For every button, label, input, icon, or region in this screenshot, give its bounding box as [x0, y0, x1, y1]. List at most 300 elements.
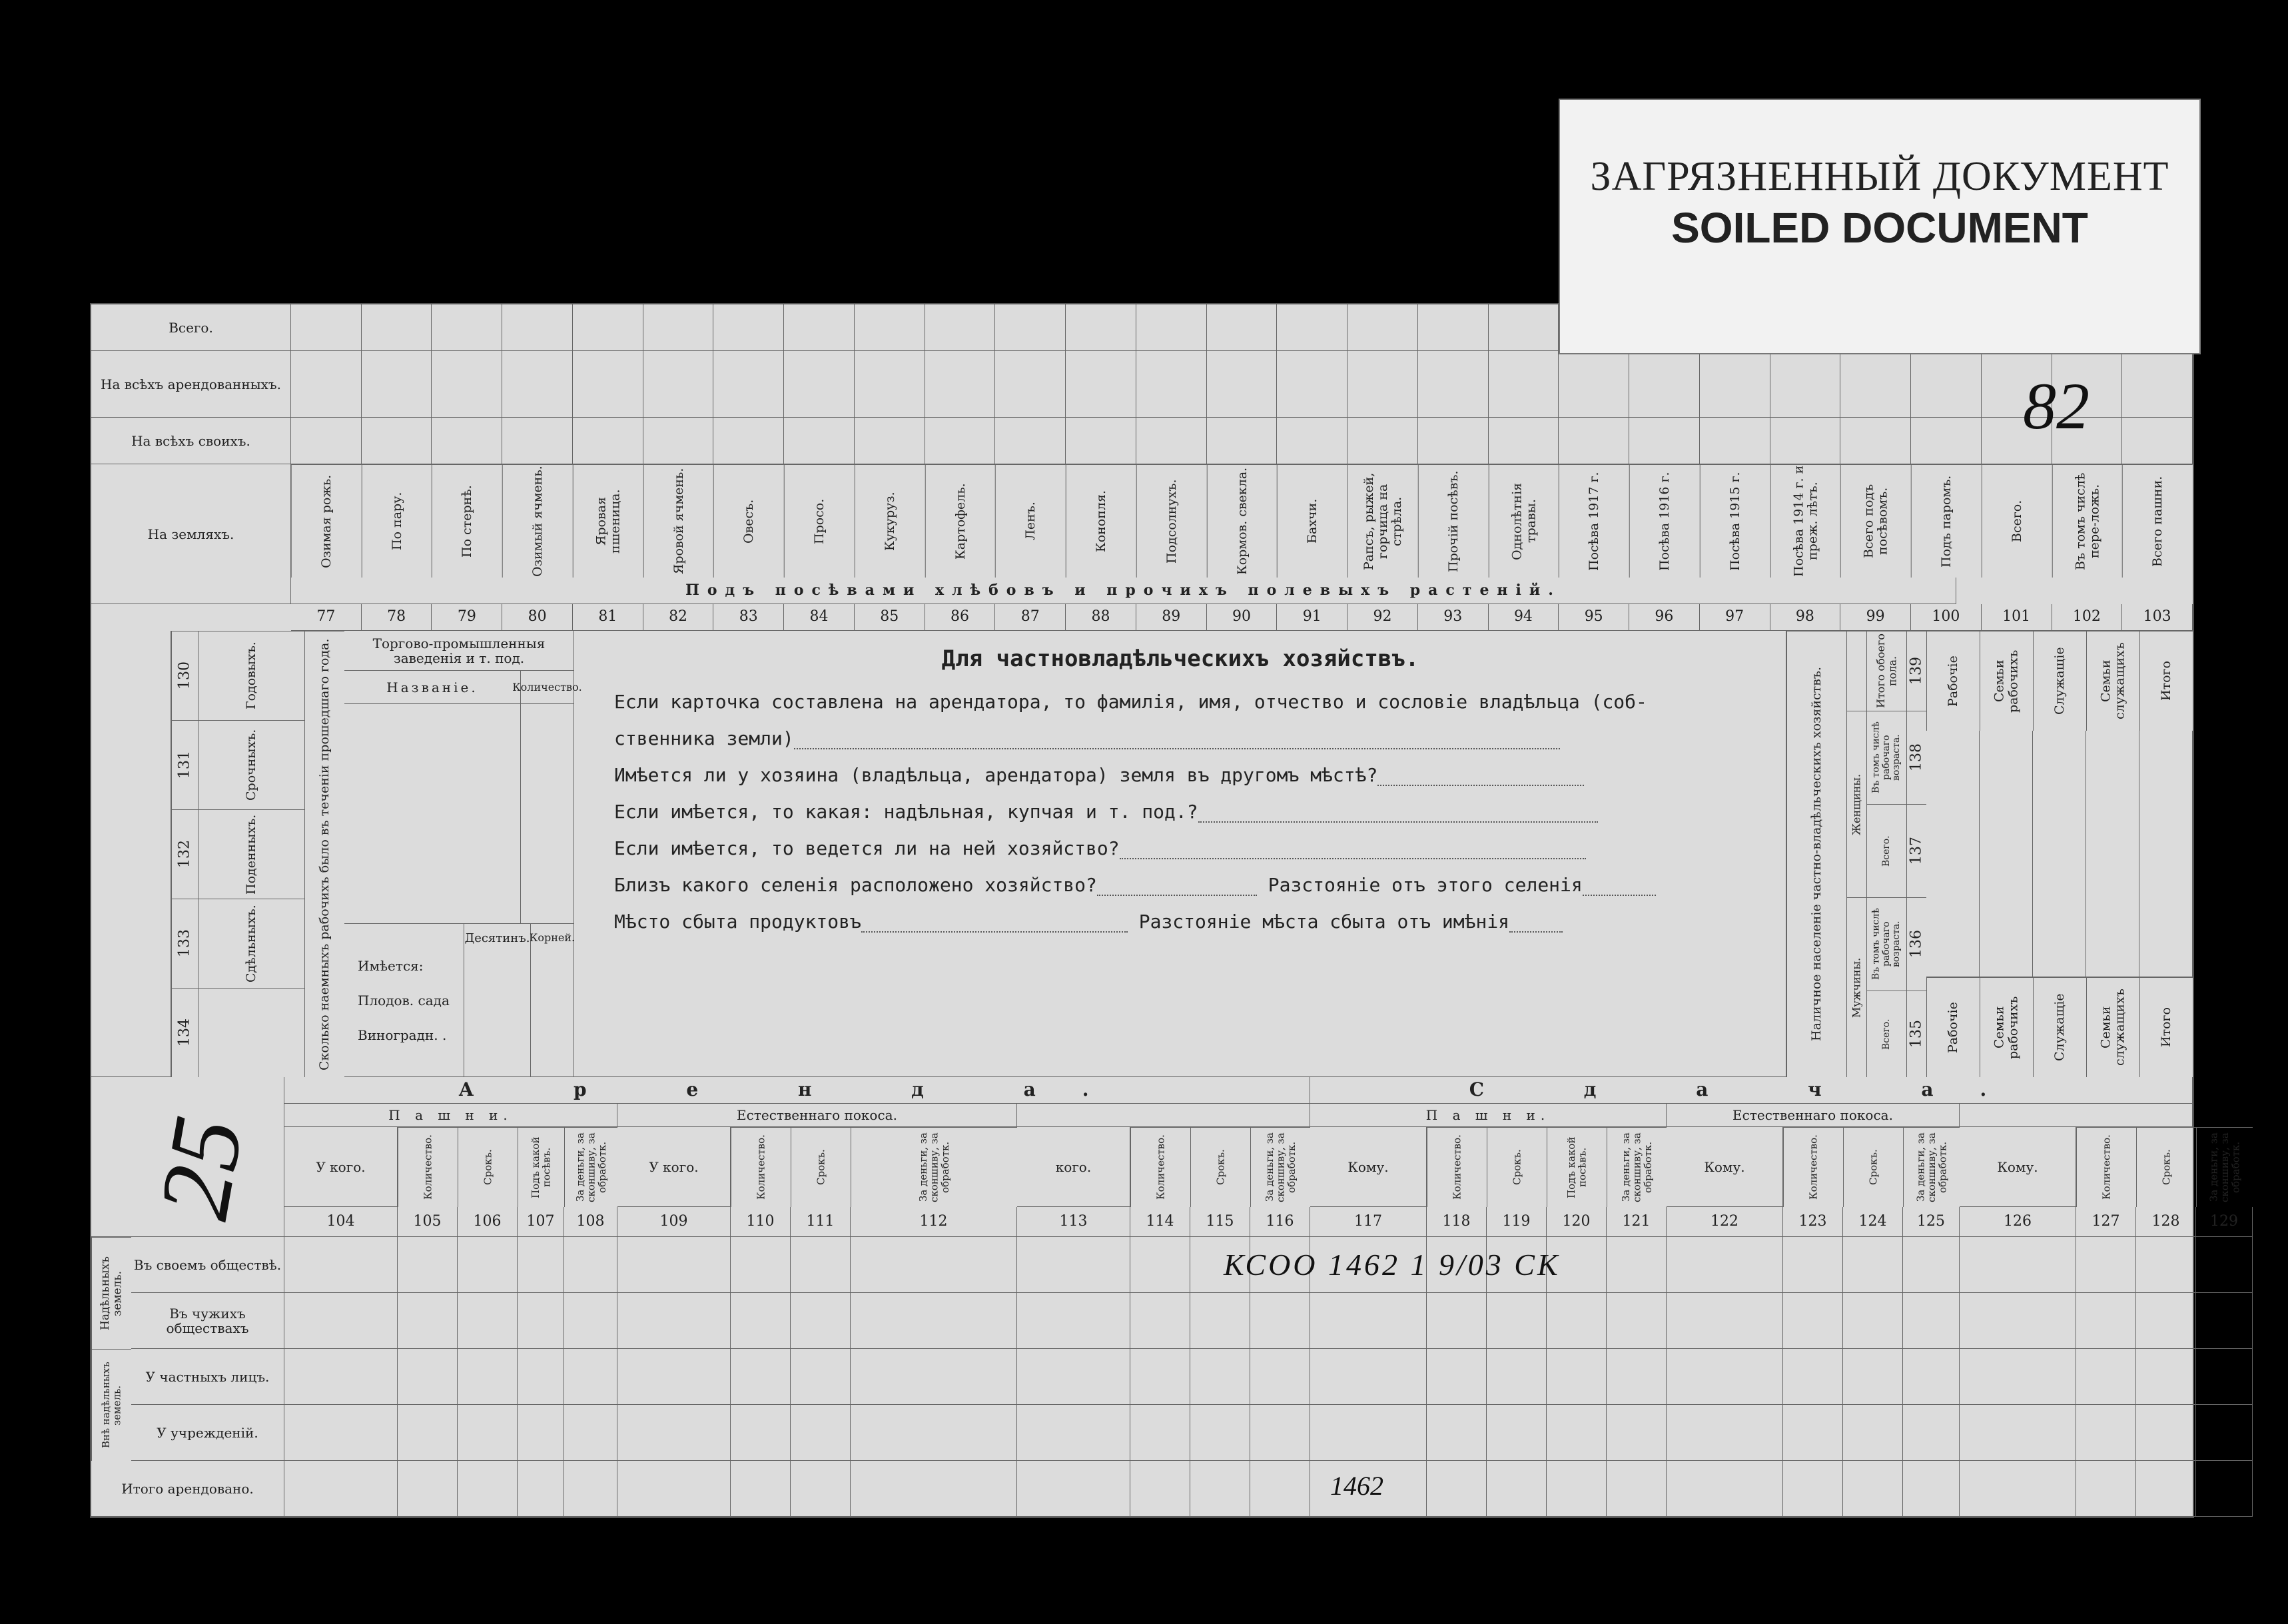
arenda-data-cell — [458, 1461, 518, 1517]
arenda-col-number: 123 — [1783, 1207, 1843, 1237]
arenda-data-cell — [1017, 1405, 1130, 1461]
arenda-data-cell — [1843, 1461, 1903, 1517]
arenda-data-cell — [1903, 1237, 1960, 1293]
hired-col-number: 133 — [171, 899, 198, 988]
crop-header: Конопля. — [1066, 464, 1136, 578]
arenda-data-cell — [1960, 1237, 2076, 1293]
arenda-data-cell — [2136, 1405, 2196, 1461]
crop-cell — [291, 351, 362, 418]
hired-col-label: Поденныхъ. — [198, 809, 304, 899]
hired-col-label: Сдѣльныхъ. — [198, 899, 304, 988]
sown-banner-text: Подъ посѣвами хлѣбовъ и прочихъ полевыхъ растеній. — [685, 582, 1561, 600]
col-number: 84 — [784, 604, 855, 631]
row-label: Всего. — [169, 319, 213, 336]
col-number: 97 — [1700, 604, 1770, 631]
crop-cell — [573, 418, 643, 464]
arenda-data-cell — [1843, 1349, 1903, 1405]
arenda-pokos: Естественнаго покоса. — [617, 1104, 1017, 1127]
sdacha-pokos: Естественнаго покоса. — [1667, 1104, 1960, 1127]
arenda-data-cell — [1017, 1237, 1130, 1293]
arenda-data-cell — [791, 1293, 851, 1349]
arenda-data-cell — [2076, 1237, 2136, 1293]
arenda-data-cell — [564, 1461, 617, 1517]
arenda-col-header: Подъ какой посѣвъ. — [518, 1127, 564, 1207]
crop-cell — [502, 351, 573, 418]
arenda-data-cell — [1427, 1349, 1487, 1405]
pop-row-label: Всего. — [1866, 991, 1906, 1077]
arenda-data-cell — [1903, 1405, 1960, 1461]
crop-header: Посѣва 1915 г. — [1700, 464, 1770, 578]
arenda-data-cell — [731, 1237, 791, 1293]
arenda-data-cell — [284, 1349, 398, 1405]
arenda-data-cell — [1130, 1237, 1190, 1293]
arenda-col-number: 105 — [398, 1207, 458, 1237]
arenda-data-cell — [284, 1461, 398, 1517]
q5-dots — [1097, 895, 1257, 896]
orchard-label: Плодов. сада — [358, 992, 450, 1009]
arenda-data-cell — [2076, 1405, 2136, 1461]
arenda-data-cell — [1427, 1293, 1487, 1349]
arenda-data-cell — [1547, 1293, 1607, 1349]
arenda-data-cell — [1783, 1237, 1843, 1293]
arenda-col-number: 124 — [1843, 1207, 1903, 1237]
arenda-data-cell — [1607, 1461, 1667, 1517]
crop-cell — [995, 418, 1066, 464]
arenda-col-header: Количество. — [1783, 1127, 1843, 1207]
arenda-data-cell — [1667, 1237, 1783, 1293]
arenda-col-number: 127 — [2076, 1207, 2136, 1237]
arenda-data-cell — [791, 1237, 851, 1293]
arenda-col-header: Количество. — [731, 1127, 791, 1207]
q1b-text: ственника земли) — [614, 727, 794, 749]
row-group-vne: Внѣ надѣльныхъ земель. — [91, 1349, 131, 1461]
arenda-data-cell — [1130, 1349, 1190, 1405]
crop-header: Кормов. свекла. — [1207, 464, 1278, 578]
crop-cell — [1700, 418, 1770, 464]
arenda-col-number: 116 — [1250, 1207, 1310, 1237]
arenda-data-cell — [284, 1237, 398, 1293]
arenda-data-cell — [1427, 1461, 1487, 1517]
pop-total-both: Итого обоего пола. — [1846, 631, 1926, 711]
crop-cell — [1277, 351, 1347, 418]
arenda-data-cell — [1667, 1461, 1783, 1517]
crop-header: Всего. — [1982, 464, 2052, 578]
hired-col-number: 130 — [171, 631, 198, 720]
arenda-data-cell — [1547, 1461, 1607, 1517]
soiled-document-stamp — [1559, 99, 2201, 354]
crop-cell — [1066, 304, 1136, 351]
crop-cell — [1911, 351, 1982, 418]
crop-header: Посѣва 1917 г. — [1559, 464, 1629, 578]
arenda-data-cell — [791, 1405, 851, 1461]
arenda-data-cell — [1017, 1293, 1130, 1349]
arenda-data-cell — [1667, 1349, 1783, 1405]
pop-row-number: 136 — [1906, 897, 1926, 991]
arenda-data-cell — [1607, 1405, 1667, 1461]
crop-cell — [1207, 351, 1278, 418]
q5b-text: Разстояніе отъ этого селенія — [1268, 874, 1583, 896]
crop-header: Просо. — [784, 464, 855, 578]
crop-cell — [995, 304, 1066, 351]
crop-cell — [1136, 418, 1207, 464]
arenda-col-header: Кому. — [1960, 1127, 2076, 1207]
arenda-data-cell — [731, 1405, 791, 1461]
col-number: 101 — [1982, 604, 2052, 631]
sdacha-title: С д а ч а. — [1310, 1077, 2193, 1104]
crop-header: Рапсъ, рыжей, горчица на стрѣла. — [1347, 464, 1418, 578]
land-label-text: На земляхъ. — [147, 526, 234, 542]
col-number: 99 — [1840, 604, 1911, 631]
arenda-row-label: У учрежденій. — [131, 1405, 284, 1461]
col-number: 96 — [1629, 604, 1700, 631]
row-group-nadel: Надѣльныхъ земель. — [91, 1237, 131, 1349]
crop-cell — [1629, 351, 1700, 418]
crop-header: Въ томъ числѣ пере-ложь. — [2052, 464, 2123, 578]
pop-row-label: Въ томъ числѣ рабочаго возраста. — [1866, 711, 1906, 804]
crop-cell — [1347, 418, 1418, 464]
crop-cell — [713, 418, 784, 464]
crop-cell — [1770, 351, 1841, 418]
arenda-data-cell — [1667, 1405, 1783, 1461]
crop-cell — [925, 351, 996, 418]
q4 — [614, 837, 1786, 859]
row-label-total — [91, 304, 291, 351]
arenda-data-cell — [1960, 1461, 2076, 1517]
col-number: 103 — [2122, 604, 2193, 631]
arenda-data-cell — [284, 1293, 398, 1349]
col-number: 83 — [713, 604, 784, 631]
pop-right-footer: Итого — [2139, 977, 2193, 1077]
crop-cell — [1700, 351, 1770, 418]
crop-header: Ленъ. — [995, 464, 1066, 578]
arenda-col-number: 106 — [458, 1207, 518, 1237]
hired-col-number: 134 — [171, 988, 198, 1077]
arenda-data-cell — [1783, 1293, 1843, 1349]
arenda-col-number: 109 — [617, 1207, 731, 1237]
pop-row-number: 139 — [1906, 631, 1926, 711]
arenda-data-cell — [1487, 1349, 1547, 1405]
arenda-data-cell — [284, 1405, 398, 1461]
crop-cell — [502, 304, 573, 351]
crop-cell — [784, 351, 855, 418]
arenda-data-cell — [851, 1237, 1017, 1293]
arenda-data-cell — [2196, 1293, 2253, 1349]
arenda-col-header: кого. — [1017, 1127, 1130, 1207]
arenda-data-cell — [617, 1349, 731, 1405]
arenda-data-cell — [851, 1405, 1017, 1461]
crop-cell — [1136, 351, 1207, 418]
q5b-dots — [1583, 895, 1656, 896]
arenda-data-cell — [1250, 1349, 1310, 1405]
crop-header: Посѣва 1914 г. и преж. лѣтъ. — [1770, 464, 1841, 578]
arenda-col-header: Кому. — [1310, 1127, 1427, 1207]
crop-cell — [1911, 418, 1982, 464]
arenda-data-cell — [1250, 1461, 1310, 1517]
crop-cell — [2122, 351, 2193, 418]
q5 — [614, 874, 1786, 896]
arenda-col-number: 125 — [1903, 1207, 1960, 1237]
arenda-data-cell — [518, 1461, 564, 1517]
arenda-col-header: Срокъ. — [458, 1127, 518, 1207]
arenda-pashni: П а ш н и. — [284, 1104, 617, 1127]
arenda-data-cell — [518, 1405, 564, 1461]
crop-header: Однолѣтнія травы. — [1489, 464, 1559, 578]
arenda-data-cell — [2136, 1237, 2196, 1293]
crop-header: По стернѣ. — [432, 464, 502, 578]
arenda-data-cell — [1130, 1293, 1190, 1349]
q6b-dots — [1509, 931, 1563, 933]
arenda-col-number: 126 — [1960, 1207, 2076, 1237]
sdacha-other — [1960, 1104, 2193, 1127]
arenda-data-cell — [1607, 1349, 1667, 1405]
arenda-col-header: Кому. — [1667, 1127, 1783, 1207]
document-page — [90, 303, 2242, 1518]
trade-qty-area — [521, 704, 574, 924]
col-number: 88 — [1066, 604, 1136, 631]
arenda-col-header: Количество. — [398, 1127, 458, 1207]
crop-cell — [1066, 418, 1136, 464]
col-number: 102 — [2052, 604, 2123, 631]
arenda-col-header: За деньги, за сконшиву, за обработк. — [1250, 1127, 1310, 1207]
crop-header: Озимый ячмень. — [502, 464, 573, 578]
row-label: На всѣхъ арендованныхъ. — [101, 376, 281, 392]
arenda-data-cell — [2196, 1405, 2253, 1461]
crop-header: Кукуруз. — [855, 464, 925, 578]
crop-header: Подсолнухъ. — [1136, 464, 1207, 578]
arenda-data-cell — [731, 1293, 791, 1349]
col-number: 80 — [502, 604, 573, 631]
arenda-data-cell — [1607, 1293, 1667, 1349]
arenda-col-header: За деньги, за сконшиву, за обработк. — [1903, 1127, 1960, 1207]
arenda-data-cell — [1607, 1237, 1667, 1293]
stamp-ru: ЗАГРЯЗНЕННЫЙ ДОКУМЕНТ — [1590, 154, 2169, 199]
arenda-col-header: Подъ какой посѣвъ. — [1547, 1127, 1607, 1207]
crop-cell — [1629, 418, 1700, 464]
stamp-en: SOILED DOCUMENT — [1671, 204, 2088, 252]
crop-header: Картофель. — [925, 464, 996, 578]
crop-cell — [1136, 304, 1207, 351]
arenda-total-label: Итого арендовано. — [91, 1461, 284, 1517]
arenda-col-header: За деньги, за сконшиву, за обработк. — [2196, 1127, 2253, 1207]
col-number: 90 — [1207, 604, 1278, 631]
crop-cell — [1418, 418, 1489, 464]
has-block — [344, 924, 464, 1077]
crop-cell — [502, 418, 573, 464]
crop-header: Прочій посѣвъ. — [1418, 464, 1489, 578]
col-number: 77 — [291, 604, 362, 631]
hired-col-number: 132 — [171, 809, 198, 899]
pop-right-footer: Рабочіе — [1926, 977, 1980, 1077]
arenda-col-number: 111 — [791, 1207, 851, 1237]
private-title: Для частновладѣльческихъ хозяйствъ. — [941, 645, 1419, 672]
arenda-data-cell — [2136, 1461, 2196, 1517]
handwritten-sdacha-entry: КСОО 1462 1 9/03 СК — [1224, 1248, 1561, 1282]
arenda-data-cell — [791, 1461, 851, 1517]
arenda-data-cell — [398, 1461, 458, 1517]
arenda-data-cell — [518, 1293, 564, 1349]
crop-cell — [2122, 418, 2193, 464]
crop-cell — [291, 418, 362, 464]
pop-right-header: Семьи рабочихъ — [1980, 631, 2033, 731]
arenda-data-cell — [518, 1237, 564, 1293]
crop-cell — [713, 304, 784, 351]
vineyard-label: Виноградн. . — [358, 1026, 447, 1043]
arenda-col-header: За деньги, за сконшиву, за обработк. — [564, 1127, 617, 1207]
arenda-data-cell — [1547, 1405, 1607, 1461]
arenda-data-cell — [1310, 1349, 1427, 1405]
pop-right-cell — [1926, 731, 1980, 977]
arenda-col-number: 113 — [1017, 1207, 1130, 1237]
arenda-col-number: 104 — [284, 1207, 398, 1237]
arenda-data-cell — [1250, 1405, 1310, 1461]
arenda-col-number: 118 — [1427, 1207, 1487, 1237]
crop-cell — [1840, 418, 1911, 464]
crop-cell — [643, 351, 714, 418]
arenda-data-cell — [2196, 1461, 2253, 1517]
pop-right-header: Итого — [2139, 631, 2193, 731]
q4-dots — [1120, 858, 1586, 859]
col-number: 82 — [643, 604, 714, 631]
arenda-col-header: Количество. — [1130, 1127, 1190, 1207]
arenda-data-cell — [2076, 1461, 2136, 1517]
pop-right-footer: Служащіе — [2033, 977, 2086, 1077]
crop-cell — [643, 418, 714, 464]
arenda-col-number: 112 — [851, 1207, 1017, 1237]
arenda-data-cell — [1783, 1349, 1843, 1405]
crop-cell — [573, 351, 643, 418]
hired-col-label — [198, 988, 304, 1077]
crop-cell — [1277, 418, 1347, 464]
arenda-data-cell — [1190, 1349, 1250, 1405]
arenda-row-label: Въ чужихъ обществахъ — [131, 1293, 284, 1349]
arenda-data-cell — [1903, 1349, 1960, 1405]
arenda-other — [1017, 1104, 1310, 1127]
has-label: Имѣется: — [358, 957, 424, 974]
crop-cell — [1277, 304, 1347, 351]
arenda-col-header: Срокъ. — [1843, 1127, 1903, 1207]
arenda-data-cell — [2196, 1237, 2253, 1293]
col-number: 98 — [1770, 604, 1841, 631]
crop-header: Всего пашни. — [2122, 464, 2193, 578]
q2-text: Имѣется ли у хозяина (владѣльца, арендатора) земля въ другомъ мѣстѣ? — [614, 764, 1378, 786]
pop-right-header: Семьи служащихъ — [2086, 631, 2139, 731]
arenda-data-cell — [458, 1237, 518, 1293]
arenda-col-number: 108 — [564, 1207, 617, 1237]
arenda-col-number: 120 — [1547, 1207, 1607, 1237]
arenda-data-cell — [564, 1349, 617, 1405]
arenda-data-cell — [1843, 1293, 1903, 1349]
arenda-data-cell — [2136, 1349, 2196, 1405]
pop-right-header: Служащіе — [2033, 631, 2086, 731]
arenda-data-cell — [1487, 1461, 1547, 1517]
arenda-row-label: У частныхъ лицъ. — [131, 1349, 284, 1405]
arenda-data-cell — [1190, 1405, 1250, 1461]
pop-right-cell — [1980, 731, 2033, 977]
hired-col-label: Срочныхъ. — [198, 720, 304, 809]
crop-cell — [1489, 351, 1559, 418]
q1: Если карточка составлена на арендатора, то фамилія, имя, отчество и сословіе владѣльца (соб- — [614, 691, 1647, 713]
arenda-col-number: 122 — [1667, 1207, 1783, 1237]
q6 — [614, 911, 1786, 933]
crop-cell — [1347, 351, 1418, 418]
crop-header: Бахчи. — [1277, 464, 1347, 578]
arenda-data-cell — [1960, 1293, 2076, 1349]
col-number: 81 — [573, 604, 643, 631]
crop-cell — [784, 304, 855, 351]
left-margin — [91, 631, 171, 1077]
row-label-rented — [91, 351, 291, 418]
desyat-col: Десятинъ. — [464, 924, 531, 1077]
arenda-col-header: Срокъ. — [791, 1127, 851, 1207]
crop-cell — [855, 304, 925, 351]
arenda-data-cell — [1903, 1293, 1960, 1349]
crop-cell — [784, 418, 855, 464]
q3-dots — [1198, 821, 1598, 823]
crop-cell — [1418, 304, 1489, 351]
arenda-data-cell — [458, 1293, 518, 1349]
arenda-data-cell — [458, 1349, 518, 1405]
q2 — [614, 764, 1786, 786]
col-number: 89 — [1136, 604, 1207, 631]
handwritten-margin: 25 — [138, 1108, 264, 1227]
crop-header: Всего подъ посѣвомъ. — [1840, 464, 1911, 578]
col-number: 91 — [1277, 604, 1347, 631]
arenda-col-number: 107 — [518, 1207, 564, 1237]
arenda-col-number: 115 — [1190, 1207, 1250, 1237]
arenda-data-cell — [1190, 1293, 1250, 1349]
arenda-data-cell — [1843, 1405, 1903, 1461]
col-number: 79 — [432, 604, 502, 631]
arenda-col-number: 114 — [1130, 1207, 1190, 1237]
crop-cell — [1770, 418, 1841, 464]
hired-col-label: Годовыхъ. — [198, 631, 304, 720]
arenda-data-cell — [564, 1405, 617, 1461]
arenda-col-header: У кого. — [284, 1127, 398, 1207]
crop-cell — [925, 304, 996, 351]
arenda-data-cell — [1130, 1405, 1190, 1461]
crop-cell — [1840, 351, 1911, 418]
arenda-title: А р е н д а. — [284, 1077, 1310, 1104]
arenda-data-cell — [2136, 1293, 2196, 1349]
sdacha-pashni: П а ш н и. — [1310, 1104, 1667, 1127]
arenda-data-cell — [1310, 1405, 1427, 1461]
arenda-col-header: За деньги, за сконшиву, за обработк. — [1607, 1127, 1667, 1207]
arenda-data-cell — [1487, 1293, 1547, 1349]
trade-title: Торгово-промышленныя заведенія и т. под. — [344, 631, 574, 671]
crop-header: Яровой ячмень. — [643, 464, 714, 578]
col-number: 78 — [362, 604, 432, 631]
crop-cell — [432, 351, 502, 418]
col-number: 86 — [925, 604, 996, 631]
crop-cell — [1559, 418, 1629, 464]
hired-col-number: 131 — [171, 720, 198, 809]
crop-cell — [1207, 418, 1278, 464]
arenda-data-cell — [617, 1293, 731, 1349]
arenda-col-number: 121 — [1607, 1207, 1667, 1237]
arenda-data-cell — [2076, 1293, 2136, 1349]
crop-cell — [1489, 304, 1559, 351]
pop-row-label: Въ томъ числѣ рабочаго возраста. — [1866, 897, 1906, 991]
pop-right-cell — [2033, 731, 2086, 977]
pop-right-footer: Семьи рабочихъ — [1980, 977, 2033, 1077]
row-label: На всѣхъ своихъ. — [131, 432, 250, 449]
crop-cell — [1347, 304, 1418, 351]
arenda-data-cell — [1487, 1405, 1547, 1461]
q4-text: Если имѣется, то ведется ли на ней хозяйство? — [614, 837, 1120, 859]
arenda-col-number: 128 — [2136, 1207, 2196, 1237]
crop-header: Подъ паромъ. — [1911, 464, 1982, 578]
crop-header: Овесъ. — [713, 464, 784, 578]
